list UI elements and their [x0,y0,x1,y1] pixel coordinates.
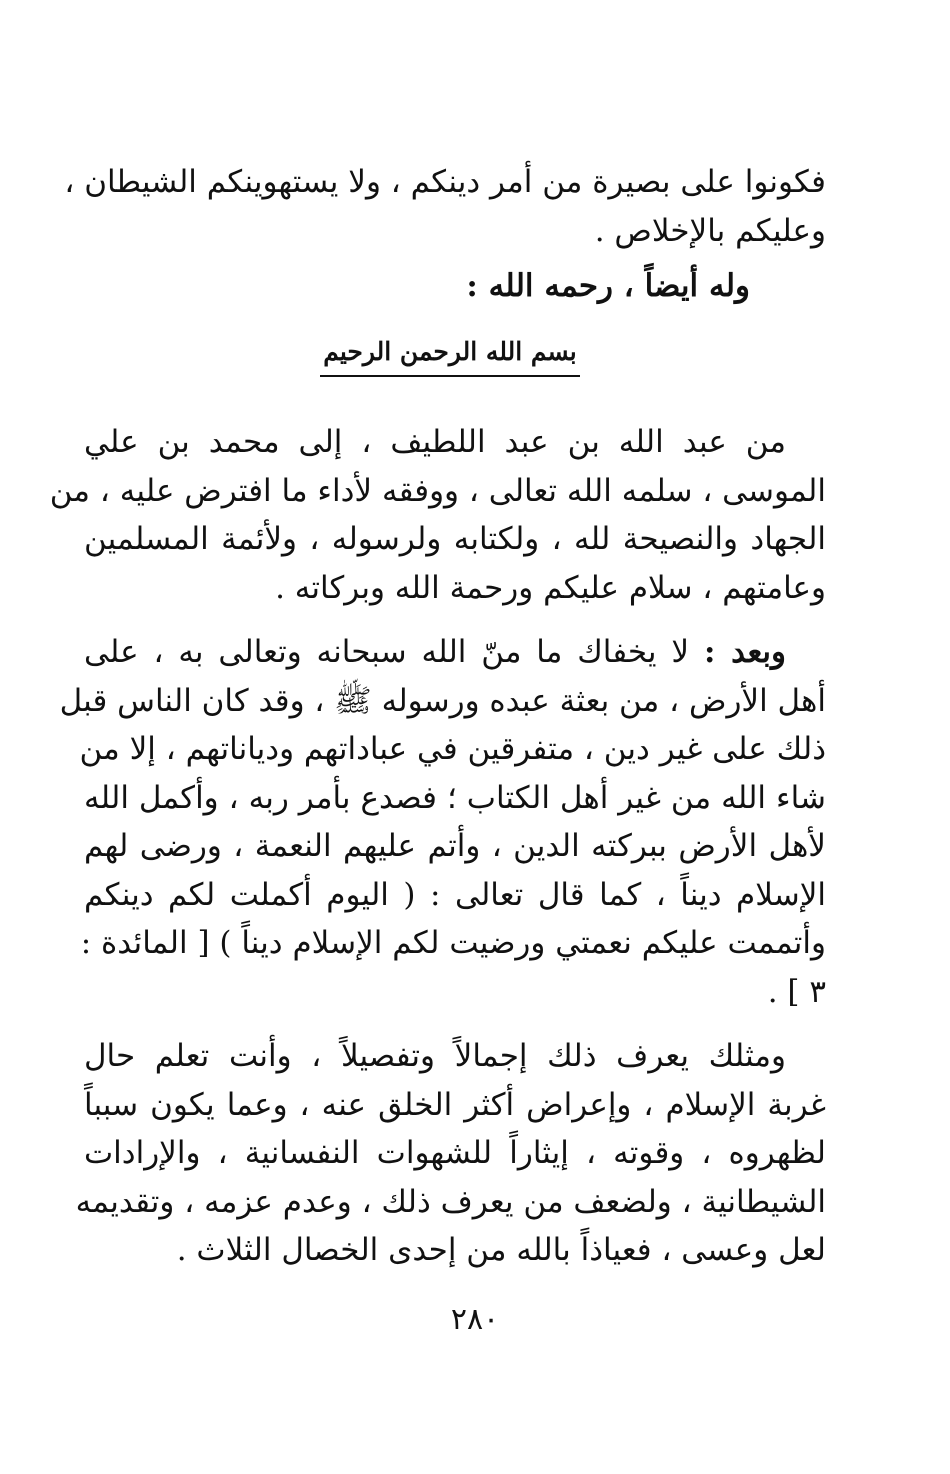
text-line: لظهروه ، وقوته ، إيثاراً للشهوات النفسانية ، والإرادات [84,1135,826,1171]
text-line: أهل الأرض ، من بعثة عبده ورسوله ﷺ ، وقد كان الناس قبل [59,682,826,719]
paragraph-conclusion [75,1032,826,1275]
lead-word: وبعد : [703,634,787,670]
text-line: غربة الإسلام ، وإعراض أكثر الخلق عنه ، وعما يكون سبباً [84,1086,826,1123]
text-line: الشيطانية ، ولضعف من يعرف ذلك ، وعدم عزمه ، وتقديمه [75,1183,826,1220]
basmala-calligraphy: بسم الله الرحمن الرحيم [320,335,580,377]
text-line: الإسلام ديناً ، كما قال تعالى : ( اليوم أكملت لكم دينكم [84,876,826,913]
text-line: شاء الله من غير أهل الكتاب ؛ فصدع بأمر ربه ، وأكمل الله [84,779,826,816]
page-number: ٢٨٠ [450,1302,500,1337]
text-line: لأهل الأرض ببركته الدين ، وأتم عليهم النعمة ، ورضى لهم [84,828,826,864]
text-line: وعليكم بالإخلاص . [594,212,826,249]
text-line: من عبد الله بن عبد اللطيف ، إلى محمد بن علي [84,424,786,460]
text-line: فكونوا على بصيرة من أمر دينكم ، ولا يستهوينكم الشيطان ، [64,164,826,200]
text-line-rest: لا يخفاك ما منّ الله سبحانه وتعالى به ، على [84,634,690,670]
paragraph-salutation [49,418,826,612]
section-heading: وله أيضاً ، رحمه الله : [466,268,750,304]
text-line: لعل وعسى ، فعياذاً بالله من إحدى الخصال الثلاث . [176,1232,826,1268]
text-line: الجهاد والنصيحة لله ، ولكتابه ولرسوله ، ولأئمة المسلمين [84,521,826,557]
paragraph-closing-advice [64,158,826,255]
text-line: ٣ ] . [767,973,826,1010]
text-line: ومثلك يعرف ذلك إجمالاً وتفصيلاً ، وأنت تعلم حال [84,1038,786,1074]
text-line: وعامتهم ، سلام عليكم ورحمة الله وبركاته . [275,569,826,606]
text-line: الموسى ، سلمه الله تعالى ، ووفقه لأداء ما افترض عليه ، من [49,472,826,509]
text-line: وأتممت عليكم نعمتي ورضيت لكم الإسلام ديناً ) [ المائدة : [80,925,826,961]
text-line [84,628,826,677]
text-line: ذلك على غير دين ، متفرقين في عباداتهم ودياناتهم ، إلا من [79,731,826,767]
paragraph-main-body [59,628,826,1016]
